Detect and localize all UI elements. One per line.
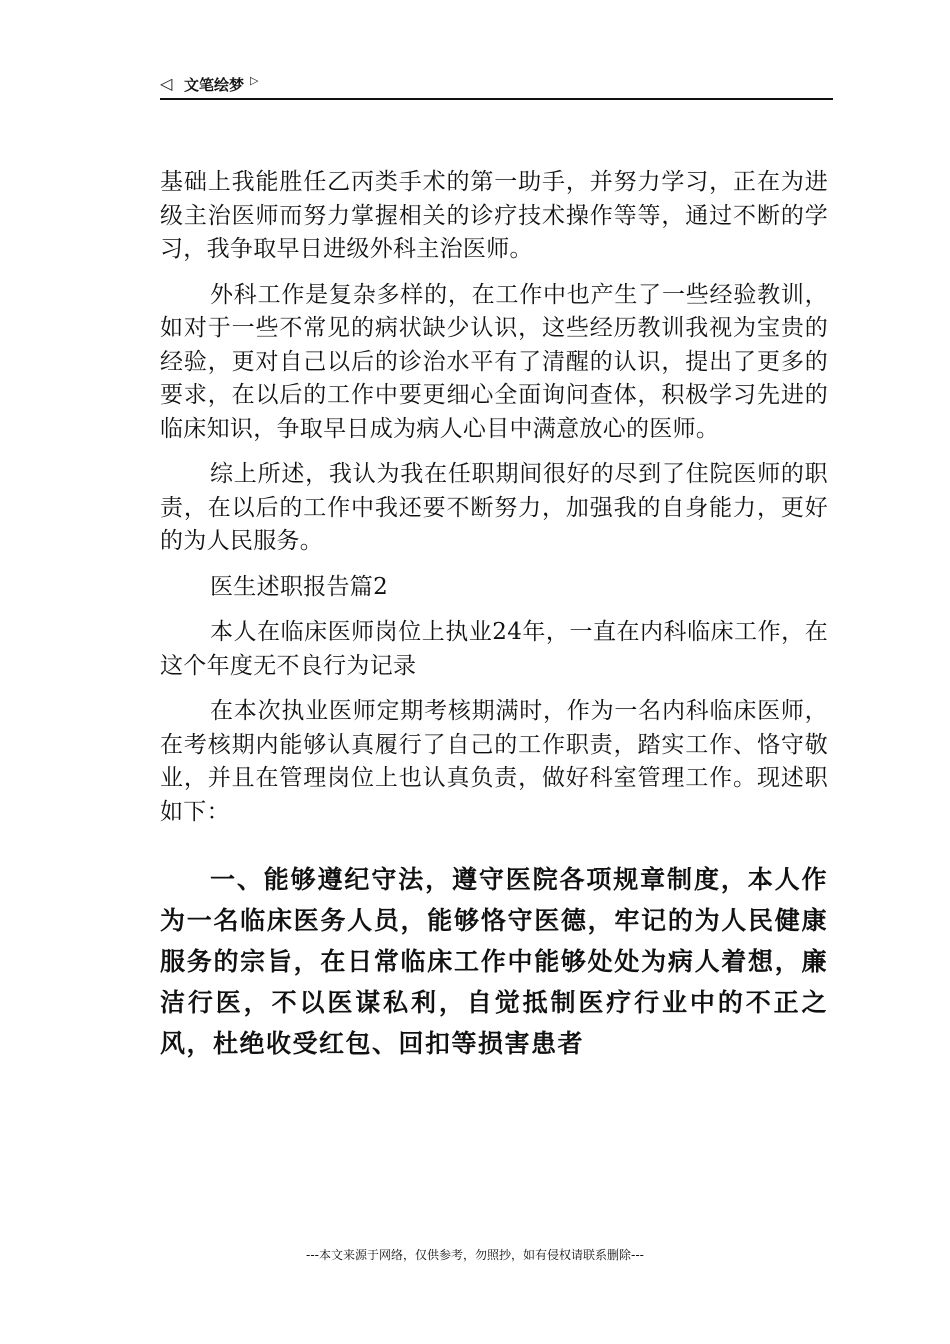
paragraph-5: 在本次执业医师定期考核期满时，作为一名内科临床医师，在考核期内能够认真履行了自己的工作职责，踏实工作、恪守敬业，并且在管理岗位上也认真负责，做好科室管理工作。现述职如下： (160, 698, 828, 825)
page-footer: ---本文来源于网络，仅供参考，勿照抄，如有侵权请联系删除--- (306, 1248, 644, 1262)
right-triangle-icon: ▷ (250, 74, 259, 87)
header-title: 文笔绘梦 (184, 76, 245, 94)
section-heading: 医生述职报告篇2 (210, 573, 389, 600)
paragraph-1: 基础上我能胜任乙丙类手术的第一助手，并努力学习，正在为进级主治医师而努力掌握相关的诊疗技术操作等等，通过不断的学习，我争取早日进级外科主治医师。 (160, 169, 828, 262)
paragraph-2: 外科工作是复杂多样的，在工作中也产生了一些经验教训，如对于一些不常见的病状缺少认识，这些经历教训我视为宝贵的经验，更对自己以后的诊治水平有了清醒的认识，提出了更多的要求，在以后的工作中要更细心全面询问查体，积极学习先进的临床知识，争取早日成为病人心目中满意放心的医师。 (160, 281, 828, 442)
paragraph-3: 综上所述，我认为我在任职期间很好的尽到了住院医师的职责，在以后的工作中我还要不断努力，加强我的自身能力，更好的为人民服务。 (160, 461, 828, 554)
document-body (160, 166, 828, 1076)
bold-paragraph: 一、能够遵纪守法，遵守医院各项规章制度，本人作为一名临床医务人员，能够恪守医德，牢记的为人民健康服务的宗旨，在日常临床工作中能够处处为病人着想，廉洁行医，不以医谋私利，自觉抵制医疗行业中的不正之风，杜绝收受红包、回扣等损害患者 (160, 865, 828, 1058)
page-header (160, 70, 833, 100)
paragraph-4: 本人在临床医师岗位上执业24年，一直在内科临床工作，在这个年度无不良行为记录 (160, 619, 828, 679)
left-triangle-icon: ◁ (160, 74, 173, 93)
